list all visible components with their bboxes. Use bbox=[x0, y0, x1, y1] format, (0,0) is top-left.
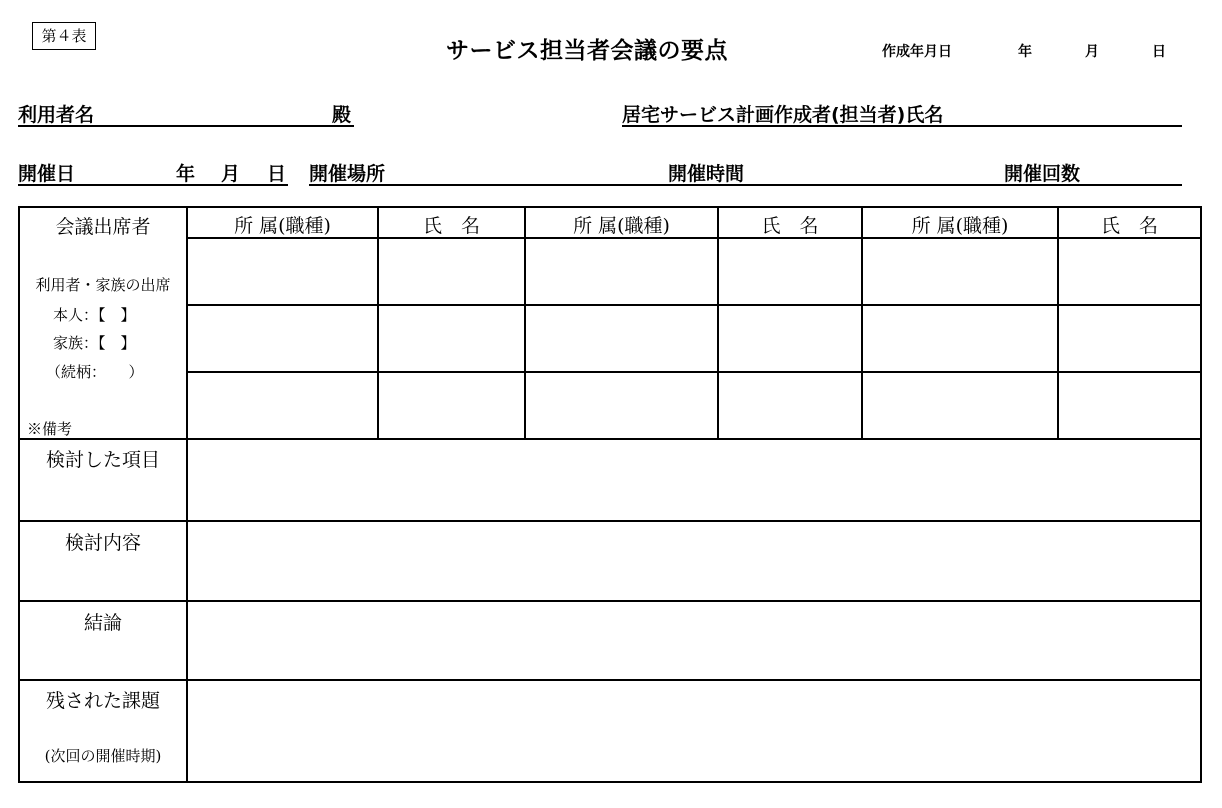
meeting-details-underline bbox=[309, 184, 1182, 186]
remarks-label: ※備考 bbox=[27, 420, 73, 438]
attendee-row-divider bbox=[186, 371, 1202, 373]
planner-label: 居宅サービス計画作成者(担当者)氏名 bbox=[622, 104, 944, 126]
grid-divider bbox=[524, 206, 526, 439]
honorific-label: 殿 bbox=[332, 104, 352, 126]
col-header-affiliation-3: 所 属(職種) bbox=[911, 215, 1009, 237]
meeting-date-underline bbox=[18, 184, 288, 186]
created-year-label: 年 bbox=[1018, 44, 1032, 60]
grid-divider bbox=[717, 206, 719, 439]
col-header-affiliation-1: 所 属(職種) bbox=[234, 215, 331, 237]
grid-divider bbox=[1057, 206, 1059, 439]
page-title: サービス担当者会議の要点 bbox=[446, 38, 728, 64]
attendee-row-divider bbox=[186, 304, 1202, 306]
grid-divider bbox=[377, 206, 379, 439]
planner-underline bbox=[622, 125, 1182, 127]
family-attendance-mark: 家族：【 】 bbox=[53, 334, 136, 352]
section-divider bbox=[18, 520, 1202, 522]
section-divider bbox=[18, 600, 1202, 602]
meeting-date-year: 年 bbox=[176, 163, 196, 185]
user-name-underline bbox=[18, 125, 354, 127]
grid-divider bbox=[861, 206, 863, 439]
created-day-label: 日 bbox=[1152, 44, 1166, 60]
user-name-label: 利用者名 bbox=[18, 104, 95, 126]
self-attendance-label: 本人：【 】 bbox=[53, 306, 136, 324]
meeting-place-label: 開催場所 bbox=[309, 163, 386, 185]
attendees-label: 会議出席者 bbox=[55, 216, 151, 238]
meeting-date-label: 開催日 bbox=[18, 163, 76, 185]
discussion-content-label: 検討内容 bbox=[64, 532, 141, 554]
section-divider bbox=[18, 438, 1202, 440]
meeting-table bbox=[18, 206, 1202, 783]
form-number: 第４表 bbox=[32, 22, 96, 50]
section-divider bbox=[18, 679, 1202, 681]
discussed-items-label: 検討した項目 bbox=[45, 449, 160, 471]
meeting-date-day: 日 bbox=[267, 163, 287, 185]
label-column-divider bbox=[186, 206, 188, 783]
created-date-label: 作成年月日 bbox=[882, 44, 952, 60]
next-meeting-label: (次回の開催時期) bbox=[44, 747, 162, 765]
meeting-count-label: 開催回数 bbox=[1004, 163, 1081, 185]
col-header-affiliation-2: 所 属(職種) bbox=[573, 215, 670, 237]
col-header-name-1: 氏 名 bbox=[422, 215, 480, 237]
meeting-date-month: 月 bbox=[221, 163, 241, 185]
conclusion-label: 結論 bbox=[83, 612, 122, 634]
col-header-name-2: 氏 名 bbox=[761, 215, 819, 237]
created-month-label: 月 bbox=[1085, 44, 1099, 60]
relation-label: （続柄： ） bbox=[46, 363, 144, 381]
meeting-time-label: 開催時間 bbox=[668, 163, 745, 185]
col-header-name-3: 氏 名 bbox=[1100, 215, 1158, 237]
family-attendance-label: 利用者・家族の出席 bbox=[35, 276, 171, 294]
remaining-issues-label: 残された課題 bbox=[45, 690, 160, 712]
